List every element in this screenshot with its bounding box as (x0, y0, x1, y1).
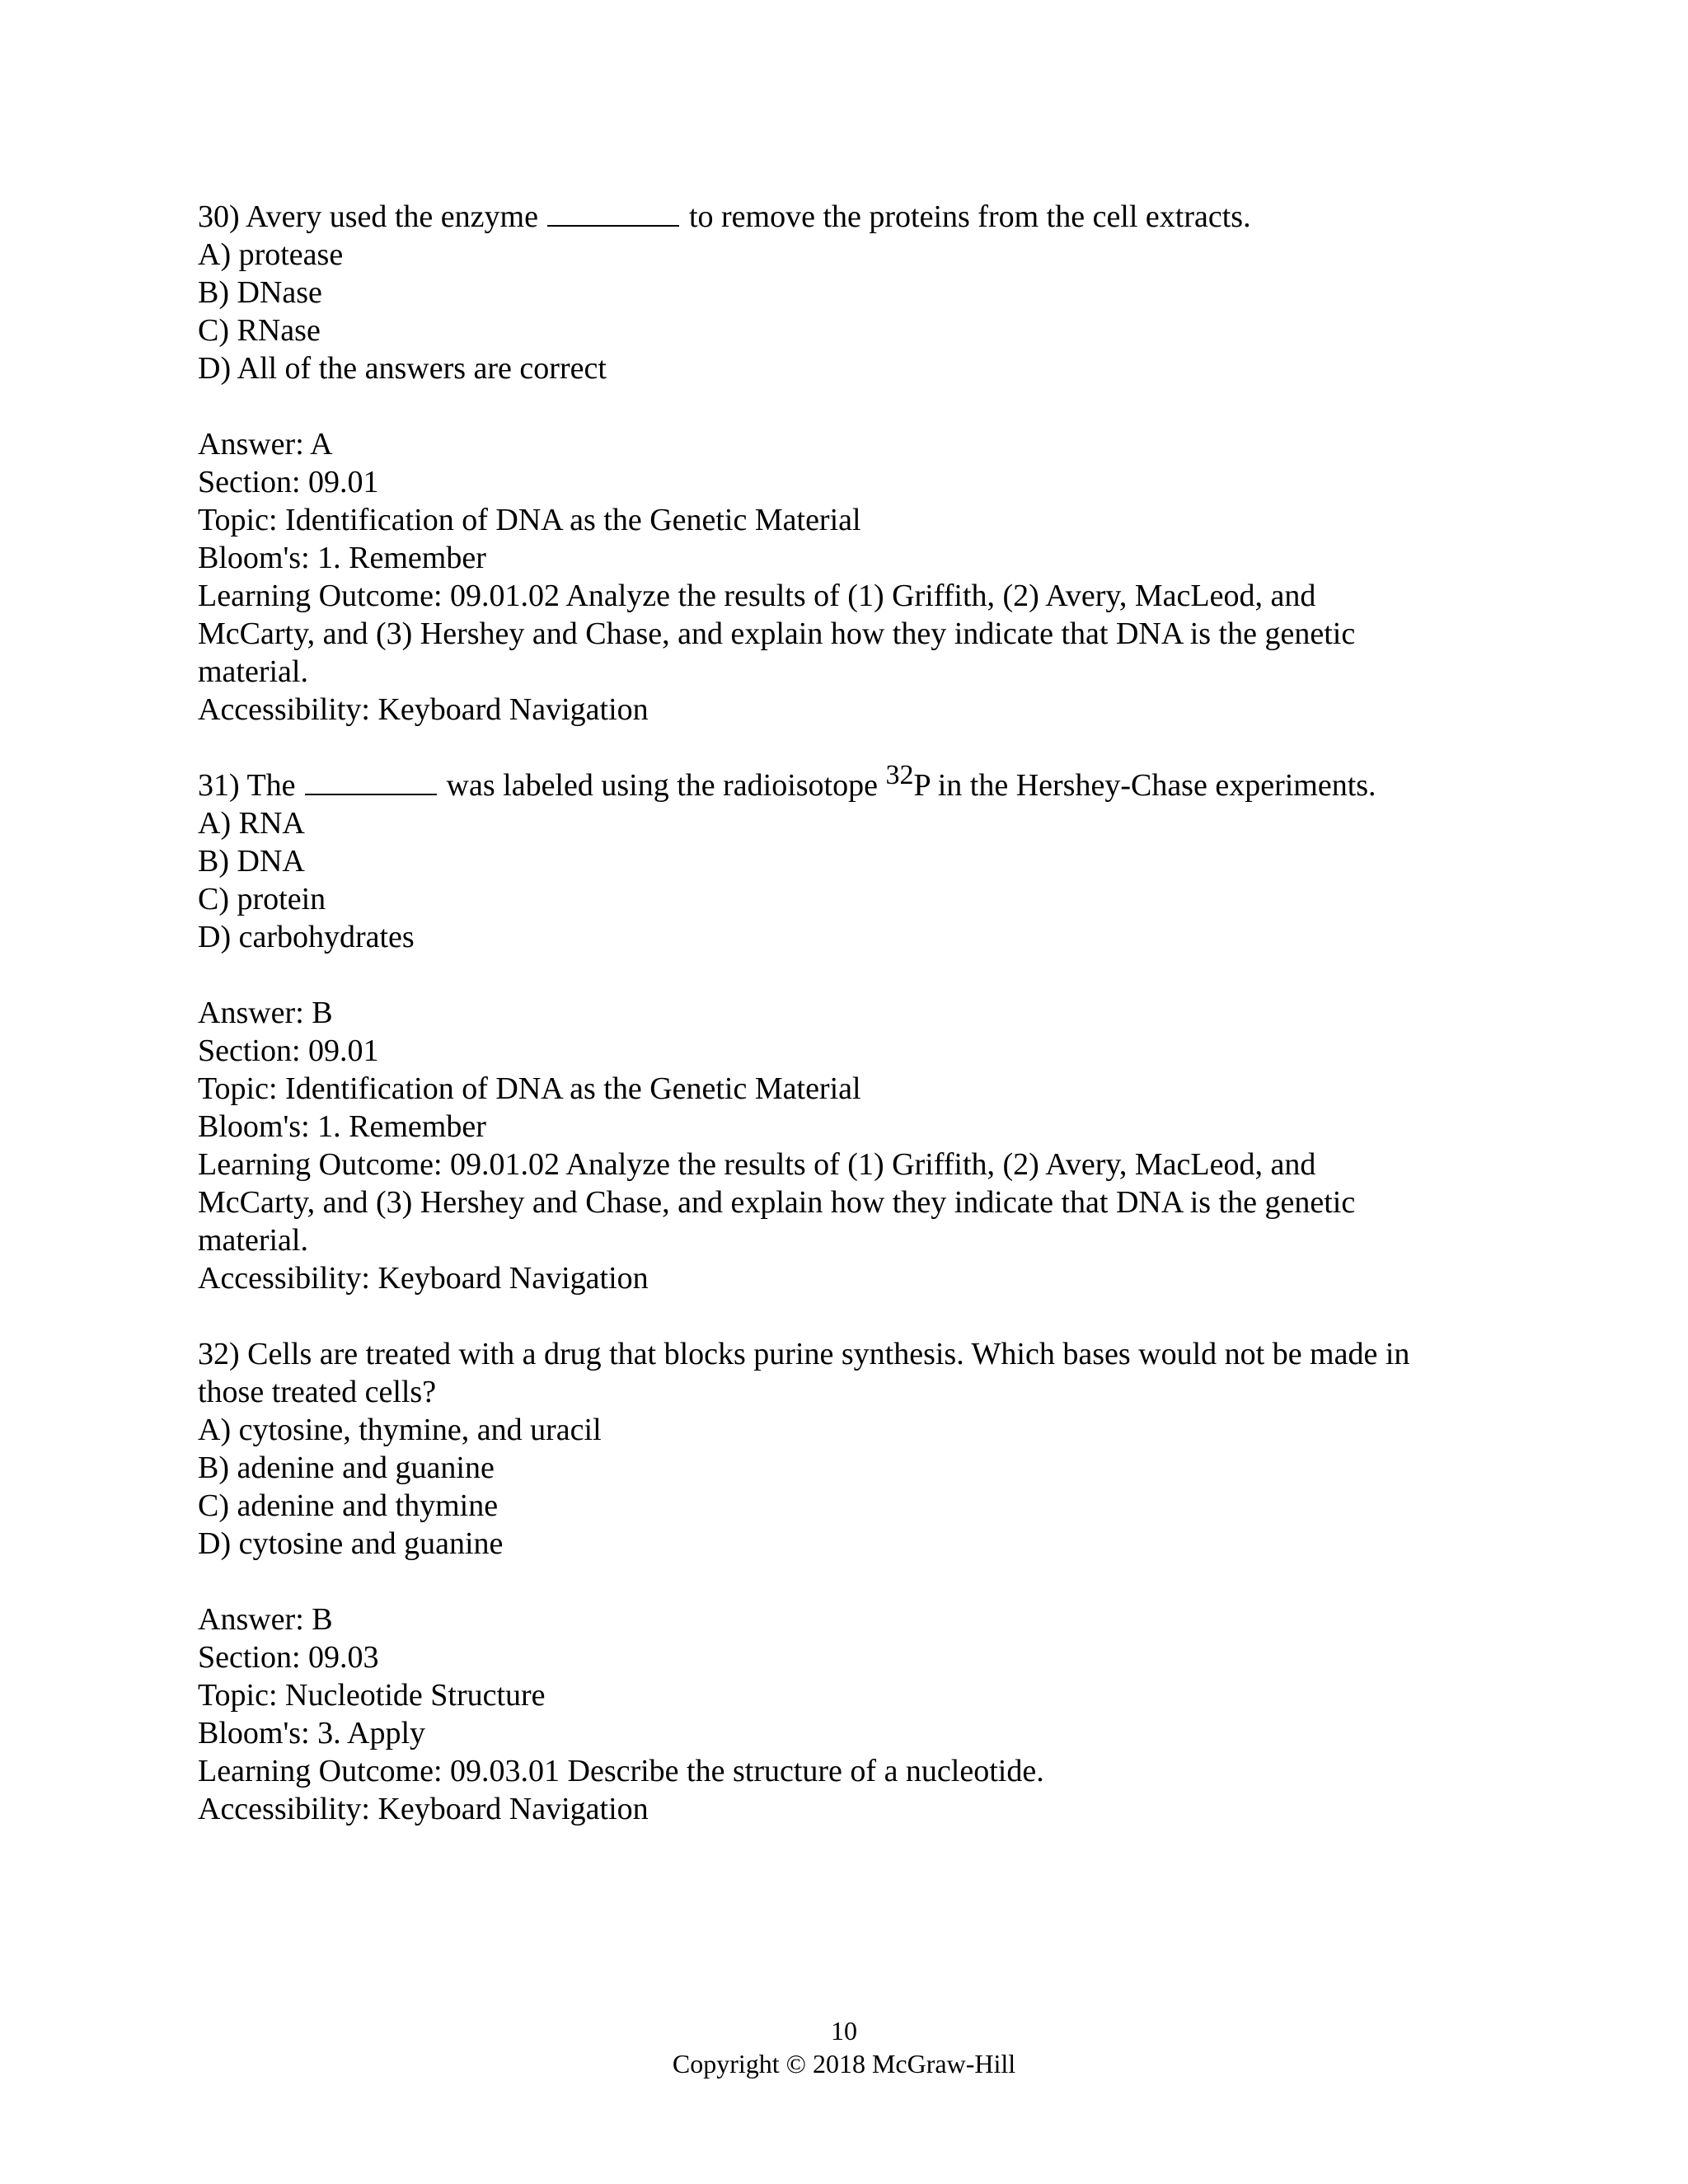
stem-text-middle: was labeled using the radioisotope (438, 768, 886, 803)
topic-line: Topic: Nucleotide Structure (198, 1678, 546, 1713)
option-d: D) cytosine and guanine (198, 1526, 504, 1561)
option-c: C) adenine and thymine (198, 1488, 499, 1523)
question-32 (198, 1335, 1517, 1828)
learning-outcome-line-1: Learning Outcome: 09.03.01 Describe the structure of a nucleotide. (198, 1754, 1044, 1788)
spacer (198, 956, 1517, 994)
topic-line: Topic: Identification of DNA as the Genetic Material (198, 503, 861, 537)
question-stem (198, 760, 1517, 804)
answer-blank (305, 793, 437, 795)
option-c: C) RNase (198, 313, 321, 348)
document-body (198, 198, 1517, 1828)
stem-text-after: in the Hershey-Chase experiments. (930, 768, 1376, 803)
answer-line: Answer: B (198, 1602, 333, 1637)
question-stem (198, 198, 1517, 236)
learning-outcome-line-1: Learning Outcome: 09.01.02 Analyze the results of (1) Griffith, (2) Avery, MacLeod, and (198, 579, 1316, 613)
answer-blank (547, 224, 679, 227)
learning-outcome-line-1: Learning Outcome: 09.01.02 Analyze the results of (1) Griffith, (2) Avery, MacLeod, and (198, 1147, 1316, 1182)
spacer (198, 1563, 1517, 1601)
section-line: Section: 09.01 (198, 465, 379, 499)
learning-outcome-line-2: McCarty, and (3) Hershey and Chase, and explain how they indicate that DNA is the genetic (198, 1185, 1356, 1220)
question-stem-line-1: 32) Cells are treated with a drug that blocks purine synthesis. Which bases would not be made in (198, 1337, 1410, 1371)
option-d: D) All of the answers are correct (198, 351, 607, 386)
isotope-symbol: P (913, 768, 931, 803)
isotope-mass-number: 32 (885, 760, 914, 790)
learning-outcome-line-3: material. (198, 1223, 308, 1258)
question-30 (198, 198, 1517, 729)
page-number: 10 (831, 2016, 857, 2046)
stem-text-before: 30) Avery used the enzyme (198, 199, 546, 234)
spacer (198, 1297, 1517, 1335)
option-d: D) carbohydrates (198, 920, 415, 954)
answer-line: Answer: A (198, 427, 333, 462)
blooms-line: Bloom's: 1. Remember (198, 1109, 486, 1144)
option-a: A) protease (198, 237, 344, 272)
section-line: Section: 09.01 (198, 1033, 379, 1068)
option-a: A) RNA (198, 806, 305, 841)
accessibility-line: Accessibility: Keyboard Navigation (198, 1261, 649, 1296)
answer-line: Answer: B (198, 996, 333, 1030)
option-b: B) DNase (198, 275, 322, 310)
option-c: C) protein (198, 882, 326, 916)
section-line: Section: 09.03 (198, 1640, 379, 1675)
question-stem-line-2: those treated cells? (198, 1375, 437, 1409)
spacer (198, 729, 1517, 766)
option-a: A) cytosine, thymine, and uracil (198, 1413, 602, 1447)
copyright-notice: Copyright © 2018 McGraw-Hill (672, 2049, 1016, 2079)
accessibility-line: Accessibility: Keyboard Navigation (198, 1792, 649, 1826)
spacer (198, 387, 1517, 425)
blooms-line: Bloom's: 3. Apply (198, 1716, 426, 1750)
question-31 (198, 760, 1517, 1297)
stem-text-after: to remove the proteins from the cell extracts. (681, 199, 1251, 234)
learning-outcome-line-2: McCarty, and (3) Hershey and Chase, and explain how they indicate that DNA is the genetic (198, 616, 1356, 651)
stem-text-before: 31) The (198, 768, 304, 803)
learning-outcome-line-3: material. (198, 654, 308, 689)
option-b: B) DNA (198, 844, 305, 879)
accessibility-line: Accessibility: Keyboard Navigation (198, 692, 649, 727)
option-b: B) adenine and guanine (198, 1451, 495, 1485)
blooms-line: Bloom's: 1. Remember (198, 541, 486, 575)
topic-line: Topic: Identification of DNA as the Genetic Material (198, 1071, 861, 1106)
